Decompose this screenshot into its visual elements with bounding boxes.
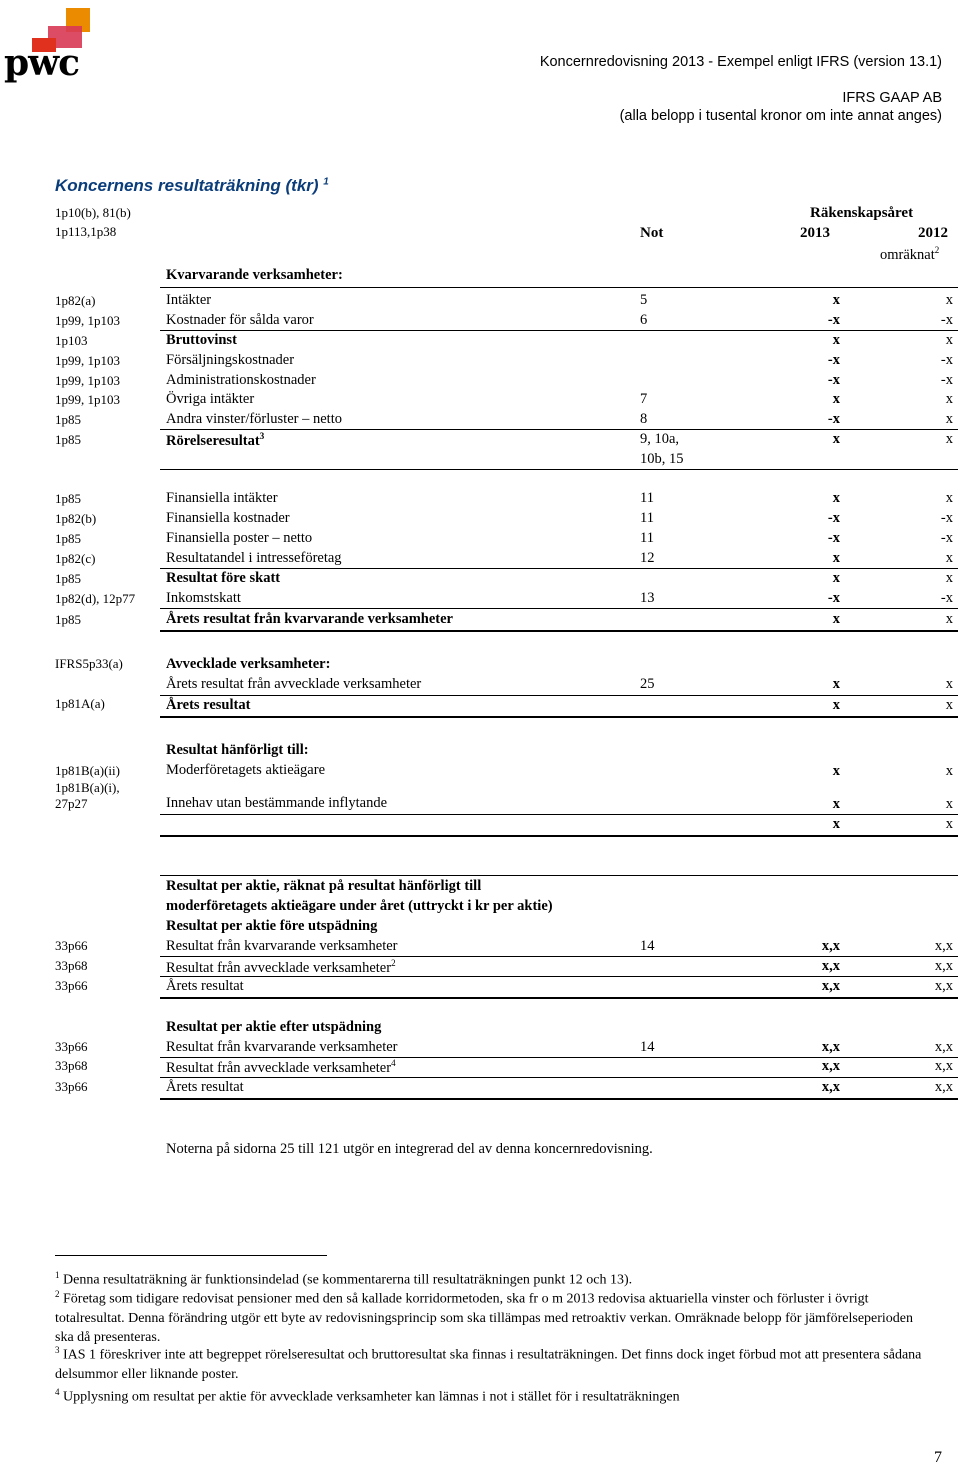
row-label [166, 431, 264, 450]
eps-row-label-sup: 2 [391, 958, 396, 968]
row-ref: 1p99, 1p103 [55, 353, 120, 368]
discontinued-ref: IFRS5p33(a) [55, 656, 123, 671]
attributable-nci-2012: x [945, 796, 953, 812]
row-note: 9, 10a, [640, 431, 680, 447]
eps-row-ref: 33p66 [55, 978, 88, 993]
row-ref: 1p99, 1p103 [55, 392, 120, 407]
divider [160, 835, 958, 837]
row-ref: 1p82(d), 12p77 [55, 591, 136, 606]
divider [160, 1098, 958, 1100]
restated-sup: 2 [934, 245, 940, 255]
eps-row-value-2012: x,x [934, 1058, 953, 1074]
row-value-2012: x [945, 550, 953, 566]
row-value-2013: -x [827, 411, 840, 427]
footnote-3 [55, 1341, 935, 1384]
section-continuing: Kvarvarande verksamheter: [166, 267, 343, 283]
footnote-text: IAS 1 föreskriver inte att begreppet rörelseresultat och bruttoresultat ska finnas i resultaträkningen. Det finns dock inget förbud mot att presentera sådana delsummor eller liknande poster. [55, 1347, 922, 1382]
eps-row-label-sup: 4 [391, 1058, 396, 1068]
divider [160, 695, 958, 696]
attributable-total-2013: x [832, 816, 840, 832]
row-value-2012: x [945, 391, 953, 407]
eps-row-ref: 33p68 [55, 1058, 88, 1073]
divider [160, 568, 958, 569]
row-value-2012: -x [940, 372, 953, 388]
eps-row-label-text: Resultat från kvarvarande verksamheter [166, 1039, 398, 1055]
attributable-parent-ref: 1p81B(a)(ii) [55, 763, 120, 778]
row-ref: 1p82(b) [55, 511, 97, 526]
footnote-2 [55, 1285, 935, 1347]
attributable-parent-label: Moderföretagets aktieägare [166, 762, 326, 778]
divider [160, 997, 958, 999]
eps-row-note: 14 [640, 1039, 655, 1055]
eps-row-value-2013: x,x [821, 978, 840, 994]
eps-row-label [166, 978, 244, 995]
eps-row-label [166, 1058, 396, 1077]
eps-row-label [166, 1079, 244, 1096]
page-title-sup: 1 [323, 176, 329, 188]
row-ref: 1p85 [55, 612, 81, 627]
footnote-4 [55, 1383, 935, 1407]
row-note-2: 10b, 15 [640, 451, 684, 467]
eps-row-value-2012: x,x [934, 938, 953, 954]
year-result-label: Årets resultat [166, 697, 251, 713]
amounts-note: (alla belopp i tusental kronor om inte annat anges) [619, 108, 942, 124]
row-label: Finansiella kostnader [166, 510, 290, 526]
eps-row-label-text: Årets resultat [166, 1079, 244, 1095]
divider [160, 716, 958, 718]
eps-row-value-2013: x,x [821, 1058, 840, 1074]
row-label-text: Rörelseresultat [166, 432, 260, 449]
pwc-logo [4, 4, 104, 84]
row-value-2012: -x [940, 590, 953, 606]
eps-row-note: 14 [640, 938, 655, 954]
divider [160, 429, 958, 430]
row-label: Kostnader för sålda varor [166, 312, 314, 328]
integral-note: Noterna på sidorna 25 till 121 utgör en integrerad del av denna koncernredovisning. [166, 1141, 653, 1157]
col-restated-header [880, 245, 939, 264]
row-ref: 1p103 [55, 333, 88, 348]
discontinued-note: 25 [640, 676, 655, 692]
row-value-2012: x [945, 332, 953, 348]
row-label: Resultat före skatt [166, 570, 281, 586]
row-ref: 1p82(c) [55, 551, 96, 566]
eps-row-value-2013: x,x [821, 938, 840, 954]
row-ref: 1p85 [55, 571, 81, 586]
eps-row-label [166, 938, 398, 955]
divider [160, 469, 958, 470]
row-ref: 1p99, 1p103 [55, 373, 120, 388]
attributable-heading: Resultat hänförligt till: [166, 742, 309, 758]
attributable-nci-ref-2: 27p27 [55, 796, 88, 811]
attributable-parent-2012: x [945, 763, 953, 779]
row-note: 5 [640, 292, 648, 308]
row-value-2013: x [832, 550, 840, 566]
page-title-text: Koncernens resultaträkning (tkr) [55, 176, 319, 195]
row-value-2012: -x [940, 530, 953, 546]
row-label: Andra vinster/förluster – netto [166, 411, 342, 427]
col-2012-header: 2012 [918, 225, 948, 241]
divider [160, 1077, 958, 1078]
row-ref: 1p82(a) [55, 293, 96, 308]
row-ref: 1p85 [55, 412, 81, 427]
col-2013-header: 2013 [800, 225, 830, 241]
row-value-2013: -x [827, 530, 840, 546]
row-value-2012: x [945, 411, 953, 427]
divider [160, 814, 958, 815]
eps-heading-2: moderföretagets aktieägare under året (uttryckt i kr per aktie) [166, 898, 553, 914]
row-note: 12 [640, 550, 655, 566]
row-note: 8 [640, 411, 648, 427]
eps-row-value-2012: x,x [934, 978, 953, 994]
eps-row-value-2013: x,x [821, 1079, 840, 1095]
discontinued-2012: x [945, 676, 953, 692]
col-period-header: Räkenskapsåret [810, 205, 914, 221]
discontinued-2013: x [832, 676, 840, 692]
footnote-number: 1 [55, 1270, 60, 1280]
attributable-nci-label: Innehav utan bestämmande inflytande [166, 795, 388, 811]
logo-text: pwc [4, 42, 80, 84]
year-result-2013: x [832, 697, 840, 713]
attributable-nci-ref-1: 1p81B(a)(i), [55, 780, 120, 795]
eps-basic-heading: Resultat per aktie före utspädning [166, 918, 378, 934]
eps-row-ref: 33p66 [55, 1039, 88, 1054]
row-value-2013: x [832, 490, 840, 506]
eps-row-label [166, 958, 396, 977]
row-value-2012: -x [940, 312, 953, 328]
discontinued-label: Årets resultat från avvecklade verksamheter [166, 676, 422, 692]
row-label: Årets resultat från kvarvarande verksamheter [166, 611, 453, 627]
row-note: 13 [640, 590, 655, 606]
row-value-2012: x [945, 292, 953, 308]
row-label-sup: 3 [259, 431, 265, 441]
row-value-2013: x [832, 431, 840, 447]
company-name: IFRS GAAP AB [842, 90, 942, 106]
row-value-2013: -x [827, 590, 840, 606]
divider [160, 630, 958, 632]
row-ref: 1p85 [55, 432, 81, 447]
divider [160, 976, 958, 977]
discontinued-heading: Avvecklade verksamheter: [166, 656, 331, 672]
row-value-2013: x [832, 332, 840, 348]
year-result-2012: x [945, 697, 953, 713]
row-value-2013: x [832, 292, 840, 308]
footnote-number: 4 [55, 1387, 60, 1397]
row-note: 11 [640, 490, 654, 506]
page-number: 7 [934, 1449, 942, 1466]
divider [160, 875, 958, 876]
row-value-2012: x [945, 570, 953, 586]
footnote-text: Upplysning om resultat per aktie för avvecklade verksamheter kan lämnas i not i stället för i resultaträkningen [63, 1389, 680, 1405]
row-value-2012: x [945, 431, 953, 447]
row-ref: 1p85 [55, 531, 81, 546]
row-note: 6 [640, 312, 648, 328]
footnote-separator [55, 1255, 327, 1256]
eps-row-ref: 33p66 [55, 1079, 88, 1094]
row-ref: 1p99, 1p103 [55, 313, 120, 328]
footnote-number: 2 [55, 1289, 60, 1299]
row-value-2012: -x [940, 352, 953, 368]
row-value-2012: -x [940, 510, 953, 526]
row-label: Bruttovinst [166, 332, 237, 348]
divider [160, 956, 958, 957]
row-value-2012: x [945, 490, 953, 506]
row-value-2012: x [945, 611, 953, 627]
doc-title: Koncernredovisning 2013 - Exempel enligt IFRS (version 13.1) [539, 54, 942, 70]
eps-row-value-2012: x,x [934, 1039, 953, 1055]
attributable-parent-2013: x [832, 763, 840, 779]
eps-row-value-2012: x,x [934, 958, 953, 974]
eps-diluted-heading: Resultat per aktie efter utspädning [166, 1019, 382, 1035]
col-not-header: Not [640, 225, 664, 241]
year-result-ref: 1p81A(a) [55, 696, 105, 711]
eps-row-label-text: Årets resultat [166, 978, 244, 994]
row-label: Inkomstskatt [166, 590, 241, 606]
footnote-text: Denna resultaträkning är funktionsindelad (se kommentarerna till resultaträkningen punkt 12 och 13). [63, 1272, 633, 1288]
divider [160, 608, 958, 609]
eps-row-value-2012: x,x [934, 1079, 953, 1095]
eps-row-label-text: Resultat från avvecklade verksamheter [166, 1059, 392, 1076]
attributable-total-2012: x [945, 816, 953, 832]
row-value-2013: -x [827, 510, 840, 526]
row-label: Övriga intäkter [166, 391, 255, 407]
row-label: Finansiella intäkter [166, 490, 278, 506]
eps-row-ref: 33p68 [55, 958, 88, 973]
page-title [55, 176, 329, 196]
row-value-2013: -x [827, 352, 840, 368]
footnote-text: Företag som tidigare redovisat pensioner med den så kallade korridormetoden, ska fr o m 2013 redovisa aktuariella vinster och förluster i övrigt totalresultat. Denna förändring utgör ett byte av redovisningsprincip som ska tillämpas med retroaktiv verkan. Omräknade belopp för jämförelseperioden ska då presenteras. [55, 1291, 914, 1345]
eps-row-ref: 33p66 [55, 938, 88, 953]
eps-row-label-text: Resultat från kvarvarande verksamheter [166, 938, 398, 954]
row-label: Försäljningskostnader [166, 352, 295, 368]
row-value-2013: x [832, 611, 840, 627]
eps-row-value-2013: x,x [821, 958, 840, 974]
row-note: 11 [640, 530, 654, 546]
row-label: Administrationskostnader [166, 372, 316, 388]
row-value-2013: -x [827, 312, 840, 328]
row-note: 7 [640, 391, 648, 407]
header-refs-2: 1p113,1p38 [55, 224, 117, 239]
row-label: Resultatandel i intresseföretag [166, 550, 342, 566]
divider [160, 330, 958, 331]
row-note: 11 [640, 510, 654, 526]
row-value-2013: -x [827, 372, 840, 388]
eps-row-label [166, 1039, 398, 1056]
divider [160, 287, 958, 288]
header-refs-1: 1p10(b), 81(b) [55, 205, 131, 220]
row-value-2013: x [832, 570, 840, 586]
row-label: Intäkter [166, 292, 212, 308]
eps-heading-1: Resultat per aktie, räknat på resultat hänförligt till [166, 878, 482, 894]
row-label: Finansiella poster – netto [166, 530, 313, 546]
eps-row-value-2013: x,x [821, 1039, 840, 1055]
restated-text: omräknat [880, 246, 935, 263]
attributable-nci-2013: x [832, 796, 840, 812]
eps-row-label-text: Resultat från avvecklade verksamheter [166, 959, 392, 976]
row-value-2013: x [832, 391, 840, 407]
row-ref: 1p85 [55, 491, 81, 506]
footnote-number: 3 [55, 1345, 60, 1355]
